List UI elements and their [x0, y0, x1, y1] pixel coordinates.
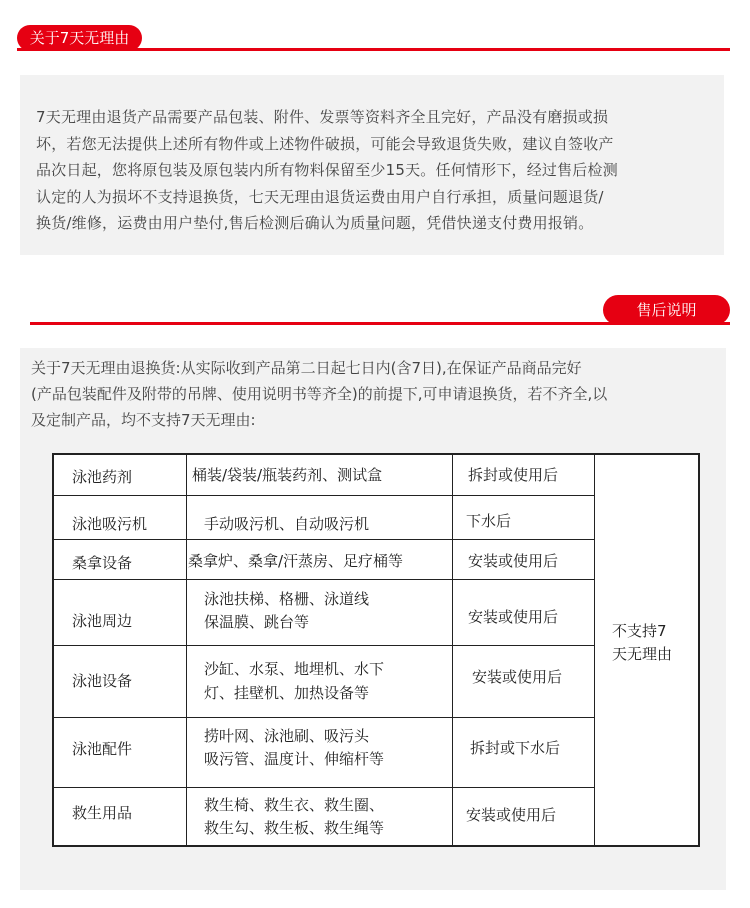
divider-red [17, 48, 730, 51]
section-tag-after-sales: 售后说明 [603, 295, 730, 325]
table-divider [594, 455, 595, 845]
table-cell-items: 桶装/袋装/瓶装药剂、测试盒 [192, 466, 383, 484]
table-cell-condition: 下水后 [466, 512, 512, 530]
table-cell-items: 沙缸、水泵、地埋机、水下 [204, 660, 385, 678]
table-cell-category: 泳池药剂 [72, 468, 133, 486]
policy-text [36, 104, 716, 237]
policy-line: 认定的人为损坏不支持退换货，七天无理由退货运费由用户自行承担，质量问题退货/ [36, 187, 604, 206]
table-divider [54, 645, 594, 646]
table-cell-items: 桑拿炉、桑拿/汗蒸房、足疗桶等 [188, 552, 404, 570]
table-divider [54, 579, 594, 580]
table-cell-condition: 安装或使用后 [472, 668, 563, 686]
divider-red [30, 322, 730, 325]
table-cell-category: 泳池吸污机 [72, 515, 148, 533]
table-cell-items: 保温膜、跳台等 [204, 613, 310, 631]
table-cell-category: 救生用品 [72, 804, 133, 822]
table-divider [54, 787, 594, 788]
section-tag-seven-day: 关于7天无理由 [17, 25, 142, 51]
exclusion-table [52, 453, 700, 847]
table-cell-items: 捞叶网、泳池刷、吸污头 [204, 727, 370, 745]
table-cell-items: 灯、挂壁机、加热设备等 [204, 684, 370, 702]
table-cell-items: 手动吸污机、自动吸污机 [204, 515, 370, 533]
after-sales-line: 关于7天无理由退换货:从实际收到产品第二日起七日内(含7日),在保证产品商品完好 [31, 359, 582, 377]
after-sales-text [31, 355, 721, 433]
table-cell-condition: 安装或使用后 [466, 806, 557, 824]
table-cell-condition: 安装或使用后 [468, 608, 559, 626]
table-cell-items: 救生椅、救生衣、救生圈、 [204, 796, 385, 814]
policy-line: 换货/维修，运费由用户垫付,售后检测后确认为质量问题，凭借快递支付费用报销。 [36, 214, 594, 232]
after-sales-line: 及定制产品，均不支持7天无理由: [31, 411, 256, 429]
table-cell-category: 泳池设备 [72, 672, 133, 690]
table-cell-condition: 拆封或下水后 [470, 739, 561, 757]
table-divider [54, 717, 594, 718]
table-divider [54, 539, 594, 540]
table-cell-category: 泳池配件 [72, 740, 133, 758]
table-cell-items: 吸污管、温度计、伸缩杆等 [204, 750, 385, 768]
table-cell-condition: 拆封或使用后 [468, 466, 559, 484]
table-cell-items: 泳池扶梯、格栅、泳道线 [204, 590, 370, 608]
policy-line: 品次日起，您将原包装及原包装内所有物料保留至少15天。任何情形下，经过售后检测 [36, 161, 618, 179]
after-sales-line: (产品包装配件及附带的吊牌、使用说明书等齐全)的前提下,可申请退换货，若不齐全,以 [31, 385, 608, 403]
table-cell-category: 泳池周边 [72, 612, 133, 630]
table-note: 天无理由 [612, 645, 673, 663]
table-note: 不支持7 [612, 622, 667, 640]
table-cell-items: 救生勾、救生板、救生绳等 [204, 819, 385, 837]
table-cell-condition: 安装或使用后 [468, 552, 559, 570]
table-cell-category: 桑拿设备 [72, 554, 133, 572]
policy-line: 7天无理由退货产品需要产品包装、附件、发票等资料齐全且完好，产品没有磨损或损 [36, 108, 609, 126]
policy-line: 坏，若您无法提供上述所有物件或上述物件破损，可能会导致退货失败，建议自签收产 [36, 134, 614, 153]
table-divider [54, 495, 594, 496]
